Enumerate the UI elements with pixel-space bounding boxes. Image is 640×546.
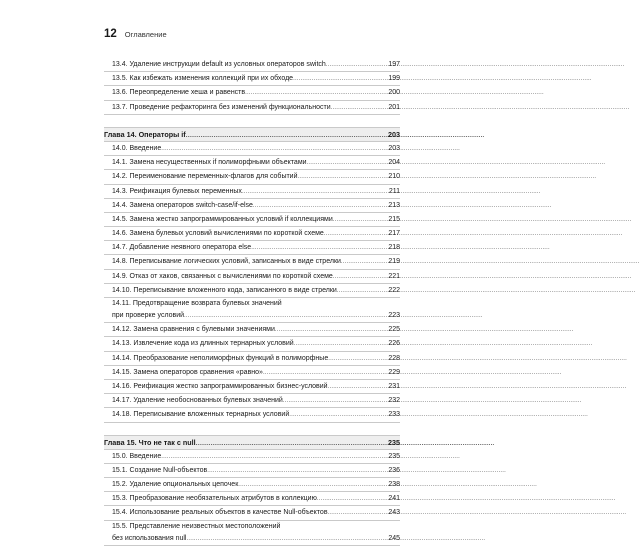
toc-entry-title: 14.3. Реификация булевых переменных xyxy=(112,187,242,195)
toc-page-number: 218 xyxy=(388,244,400,252)
toc-entry-row xyxy=(112,506,400,519)
toc-entry-title: 13.6. Переопределение хеша и равенств xyxy=(112,89,246,97)
dot-leader xyxy=(186,128,387,143)
dot-leader xyxy=(331,101,388,115)
toc-entry-title: 14.2. Переименование переменных-флагов для событий xyxy=(112,173,298,181)
toc-page-number: 228 xyxy=(388,354,400,362)
dot-leader xyxy=(238,478,387,492)
dot-leader xyxy=(298,170,388,184)
toc-entry-title: 14.14. Преобразование неполиморфных функций в полиморфные xyxy=(112,354,329,362)
toc-page-number: 232 xyxy=(388,397,400,405)
toc-entry-title: 14.13. Извлечение кода из длинных тернарных условий xyxy=(112,340,294,348)
toc-entry-row xyxy=(112,101,400,114)
toc-entry-row xyxy=(112,213,400,226)
toc-item[interactable] xyxy=(104,323,400,337)
toc-entry-row xyxy=(112,323,400,336)
dot-leader xyxy=(242,185,388,199)
dot-leader xyxy=(324,227,388,241)
toc-entry-title: 15.1. Создание Null-объектов xyxy=(112,466,208,474)
toc-entry-row xyxy=(112,199,400,212)
toc-entry-row xyxy=(112,450,400,463)
toc-item[interactable] xyxy=(104,450,400,464)
toc-page-number: 238 xyxy=(388,481,400,489)
toc-entry-row xyxy=(112,532,400,545)
toc-item[interactable] xyxy=(104,255,400,269)
toc-item[interactable] xyxy=(104,380,400,394)
toc-entry-title: 14.16. Реификация жестко запрограммированных бизнес-условий xyxy=(112,382,328,390)
dot-leader xyxy=(161,450,387,464)
toc-item[interactable] xyxy=(104,270,400,284)
toc-entry-row xyxy=(112,478,400,491)
toc-entry-title: при проверке условий xyxy=(112,312,185,319)
toc-page-number: 245 xyxy=(388,534,400,542)
dot-leader xyxy=(283,394,387,408)
toc-page-number: 199 xyxy=(388,75,400,83)
toc-entry-row xyxy=(112,255,400,268)
toc-entry-title: Глава 15. Что не так с null xyxy=(104,437,196,447)
toc-entry-title: 14.9. Отказ от хаков, связанных с вычислениями по короткой схеме xyxy=(112,272,333,280)
toc-entry-row xyxy=(112,58,400,71)
toc-item[interactable] xyxy=(104,170,400,184)
page-header xyxy=(104,28,400,44)
dot-leader xyxy=(293,72,387,86)
page-number: 12 xyxy=(104,28,117,40)
toc-page-number: 201 xyxy=(388,103,400,111)
toc-entry-title: 13.5. Как избежать изменения коллекций при их обходе xyxy=(112,75,294,83)
toc-item[interactable] xyxy=(104,521,400,546)
dot-leader xyxy=(333,270,388,284)
toc-page-number: 203 xyxy=(388,144,400,152)
toc-item[interactable] xyxy=(104,478,400,492)
toc-entry-title: 14.6. Замена булевых условий вычислениями по короткой схеме xyxy=(112,230,324,238)
toc-entry-title: 14.0. Введение xyxy=(112,144,162,152)
toc-page-number: 235 xyxy=(388,452,400,460)
toc-page-number: 200 xyxy=(388,89,400,97)
toc-entry-title: 14.12. Замена сравнения с булевыми значениями xyxy=(112,326,275,334)
toc-item[interactable] xyxy=(104,142,400,156)
toc-entry-title: 14.8. Переписывание логических условий, записанных в виде стрелки xyxy=(112,258,341,266)
dot-leader xyxy=(307,156,388,170)
toc-page-number: 223 xyxy=(388,312,400,319)
toc-entry-row xyxy=(112,464,400,477)
toc-page-number: 203 xyxy=(388,129,400,139)
toc-item[interactable] xyxy=(104,241,400,255)
dot-leader xyxy=(328,506,388,520)
dot-leader xyxy=(161,142,387,156)
toc-entry-row xyxy=(104,436,400,449)
toc-page-number: 217 xyxy=(388,230,400,238)
toc-page-number: 236 xyxy=(388,466,400,474)
toc-page-number: 210 xyxy=(388,173,400,181)
toc-page-number: 211 xyxy=(388,187,400,195)
toc-item[interactable] xyxy=(104,213,400,227)
toc-entry-title: 14.1. Замена несущественных if полиморфными объектами xyxy=(112,159,307,167)
toc-page-number: 243 xyxy=(388,509,400,517)
toc-entry-row xyxy=(112,156,400,169)
toc-item[interactable] xyxy=(104,86,400,100)
toc-item[interactable] xyxy=(104,185,400,199)
toc-entry-row xyxy=(104,128,400,141)
toc-item[interactable] xyxy=(104,492,400,506)
toc-item[interactable] xyxy=(104,408,400,422)
toc-entry-row xyxy=(112,185,400,198)
toc-entry-row xyxy=(112,170,400,183)
toc-item[interactable] xyxy=(104,352,400,366)
dot-leader xyxy=(317,492,387,506)
toc-entry-row xyxy=(112,394,400,407)
toc-entry-title: без использования null xyxy=(112,534,187,542)
toc-entry-title: 14.5. Замена жестко запрограммированных условий if коллекциями xyxy=(112,215,333,223)
toc-entry-row xyxy=(112,86,400,99)
toc-entry-title: 15.2. Удаление опциональных цепочек xyxy=(112,481,239,489)
toc-entry-title: 14.10. Переписывание вложенного кода, записанного в виде стрелки xyxy=(112,286,337,294)
running-title: Оглавление xyxy=(124,30,167,39)
toc-item[interactable] xyxy=(104,72,400,86)
toc-page-number: 235 xyxy=(388,437,400,447)
dot-leader xyxy=(184,309,387,323)
toc-page-number: 241 xyxy=(388,495,400,503)
dot-leader xyxy=(326,58,388,72)
toc-page-number: 219 xyxy=(388,258,400,266)
dot-leader xyxy=(253,199,387,213)
toc-entry-row xyxy=(112,72,400,85)
toc-entry-row xyxy=(112,284,400,297)
toc-entry-title: 15.4. Использование реальных объектов в качестве Null-объектов xyxy=(112,509,328,517)
toc-item[interactable] xyxy=(104,227,400,241)
toc-entry-title: 14.17. Удаление необоснованных булевых значений xyxy=(112,397,283,405)
dot-leader xyxy=(245,86,387,100)
toc-item[interactable] xyxy=(104,506,400,520)
dot-leader xyxy=(275,323,387,337)
toc-entry-title-line: 14.11. Предотвращение возврата булевых значений xyxy=(112,300,282,307)
toc-item[interactable] xyxy=(104,464,400,478)
toc-page-number: 229 xyxy=(388,368,400,376)
toc-item[interactable] xyxy=(104,156,400,170)
toc-entry-title: 13.4. Удаление инструкции default из условных операторов switch xyxy=(112,61,326,68)
dot-leader xyxy=(263,366,387,380)
toc-entry-row xyxy=(112,227,400,240)
toc-entry-row xyxy=(112,492,400,505)
toc-entry-title: Глава 14. Операторы if xyxy=(104,129,186,139)
toc-entry-title-line: 15.5. Представление неизвестных местоположений xyxy=(112,522,281,530)
toc-page-number: 222 xyxy=(388,286,400,294)
dot-leader xyxy=(251,241,387,255)
toc-entry-row xyxy=(112,408,400,421)
toc-entry-title: 14.18. Переписывание вложенных тернарных условий xyxy=(112,411,290,419)
toc-item[interactable] xyxy=(104,101,400,115)
dot-leader xyxy=(196,436,387,451)
toc-item[interactable] xyxy=(104,366,400,380)
toc-page-number: 226 xyxy=(388,340,400,348)
toc-page-number: 197 xyxy=(388,61,400,68)
toc-item[interactable] xyxy=(104,199,400,213)
table-of-contents xyxy=(104,58,400,546)
toc-entry-row xyxy=(112,366,400,379)
toc-entry-row xyxy=(112,241,400,254)
toc-entry-title: 15.3. Преобразование необязательных атрибутов в коллекцию xyxy=(112,495,317,503)
toc-page-number: 221 xyxy=(388,272,400,280)
toc-page-number: 215 xyxy=(388,215,400,223)
dot-leader xyxy=(341,255,387,269)
dot-leader xyxy=(333,213,388,227)
toc-entry-title: 14.15. Замена операторов сравнения «равно» xyxy=(112,368,263,376)
dot-leader xyxy=(207,464,387,478)
dot-leader xyxy=(294,337,388,351)
toc-item[interactable] xyxy=(104,298,400,323)
toc-item[interactable] xyxy=(104,58,400,72)
dot-leader xyxy=(337,284,388,298)
toc-item[interactable] xyxy=(104,337,400,351)
toc-page-number: 204 xyxy=(388,159,400,167)
toc-entry-row xyxy=(112,142,400,155)
toc-chapter[interactable] xyxy=(104,127,400,142)
toc-entry-row xyxy=(112,380,400,393)
toc-entry-title: 15.0. Введение xyxy=(112,452,162,460)
toc-page-number: 233 xyxy=(388,411,400,419)
toc-page-number: 231 xyxy=(388,382,400,390)
dot-leader xyxy=(186,532,387,546)
toc-page-number: 225 xyxy=(388,326,400,334)
dot-leader xyxy=(328,380,388,394)
toc-entry-title: 14.4. Замена операторов switch-case/if-else xyxy=(112,201,253,209)
dot-leader xyxy=(289,408,387,422)
toc-entry-row xyxy=(112,270,400,283)
toc-entry-title: 13.7. Проведение рефакторинга без изменений функциональности xyxy=(112,103,331,111)
toc-chapter[interactable] xyxy=(104,435,400,450)
toc-page-number: 213 xyxy=(388,201,400,209)
toc-entry-row xyxy=(112,309,400,322)
dot-leader xyxy=(328,352,387,366)
toc-entry-row xyxy=(112,337,400,350)
toc-item[interactable] xyxy=(104,284,400,298)
toc-item[interactable] xyxy=(104,394,400,408)
toc-entry-row xyxy=(112,352,400,365)
toc-entry-title: 14.7. Добавление неявного оператора else xyxy=(112,244,252,252)
